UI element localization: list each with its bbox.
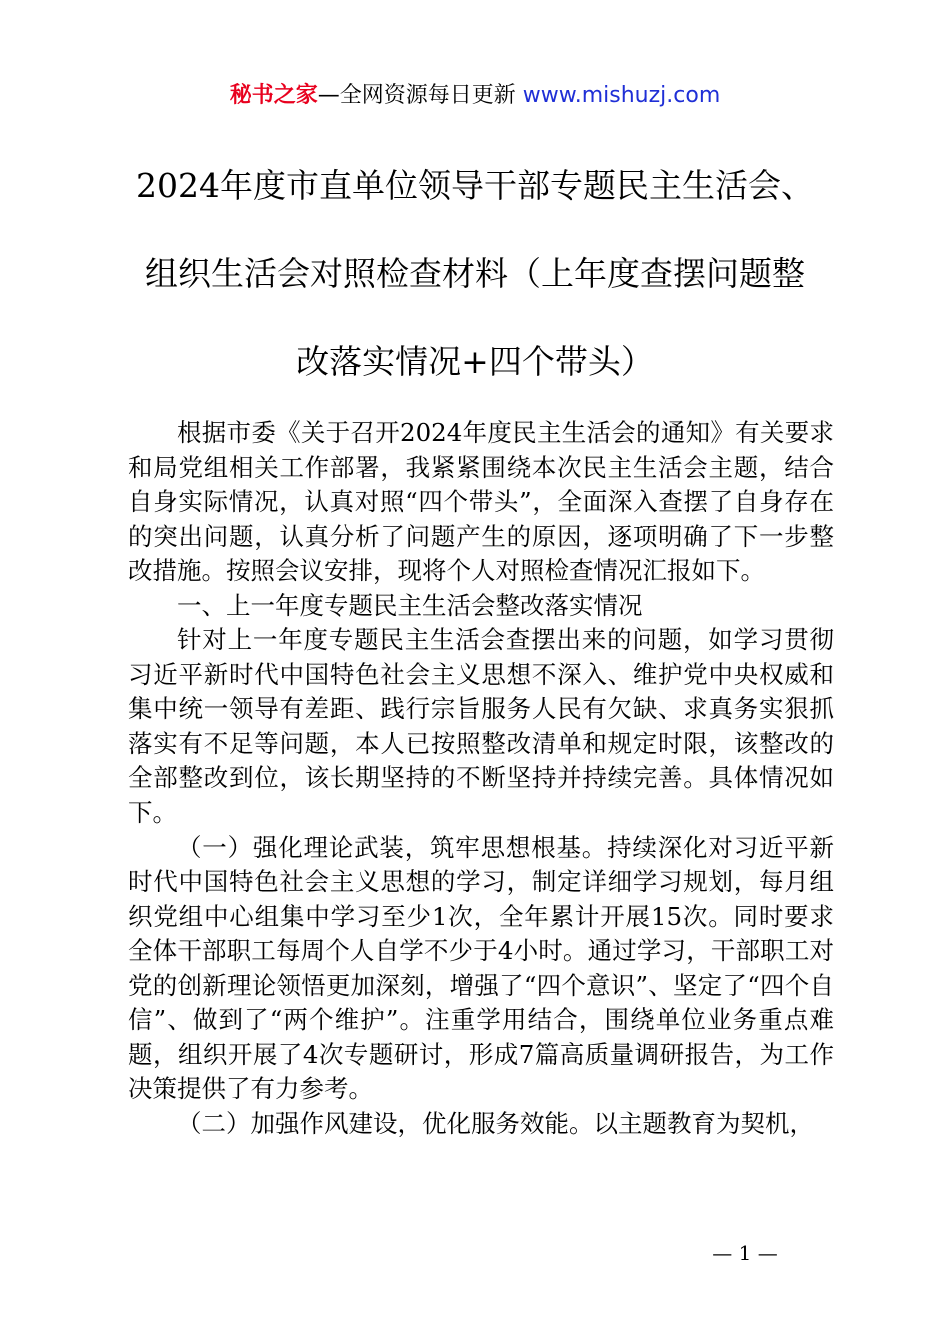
subsection-paragraph-2: （二）加强作风建设，优化服务效能。以主题教育为契机， [177, 1108, 814, 1138]
section-heading-1: 一、上一年度专题民主生活会整改落实情况 [177, 590, 643, 620]
title-line-2: 组织生活会对照检查材料（上年度查摆问题整 [145, 254, 805, 293]
page-number: — 1 — [712, 1241, 778, 1265]
header-tagline: —全网资源每日更新 [317, 83, 516, 108]
title-line-3: 改落实情况+四个带头） [296, 342, 654, 381]
subsection-paragraph-1: （一）强化理论武装，筑牢思想根基。持续深化对习近平新时代中国特色社会主义思想的学习，制定详细学习规划，每月组织党组中心组集中学习至少1次，全年累计开展15次。同时要求全体干部职工每周个人自学不少于4小时。通过学习，干部职工对党的创新理论领悟更加深刻，增强了“四个意识”、坚定了“四个自信”、做到了“两个维护”。注重学用结合，围绕单位业务重点难题，组织开展了4次专题研讨，形成7篇高质量调研报告，为工作决策提供了有力参考。 [128, 832, 834, 1104]
brand-name: 秘书之家 [229, 83, 318, 108]
document-body [128, 416, 834, 1141]
intro-paragraph: 根据市委《关于召开2024年度民主生活会的通知》有关要求和局党组相关工作部署，我紧紧围绕本次民主生活会主题，结合自身实际情况，认真对照“四个带头”，全面深入查摆了自身存在的突出问题，认真分析了问题产生的原因，逐项明确了下一步整改措施。按照会议安排，现将个人对照检查情况汇报如下。 [128, 418, 834, 586]
section-paragraph: 针对上一年度专题民主生活会查摆出来的问题，如学习贯彻习近平新时代中国特色社会主义思想不深入、维护党中央权威和集中统一领导有差距、践行宗旨服务人民有欠缺、求真务实狠抓落实有不足等问题，本人已按照整改清单和规定时限，该整改的全部整改到位，该长期坚持的不断坚持并持续完善。具体情况如下。 [128, 625, 834, 828]
document-title [100, 162, 850, 426]
site-url-link[interactable]: www.mishuzj.com [522, 83, 721, 108]
header-banner [0, 80, 950, 112]
title-line-1: 2024年度市直单位领导干部专题民主生活会、 [136, 166, 814, 205]
